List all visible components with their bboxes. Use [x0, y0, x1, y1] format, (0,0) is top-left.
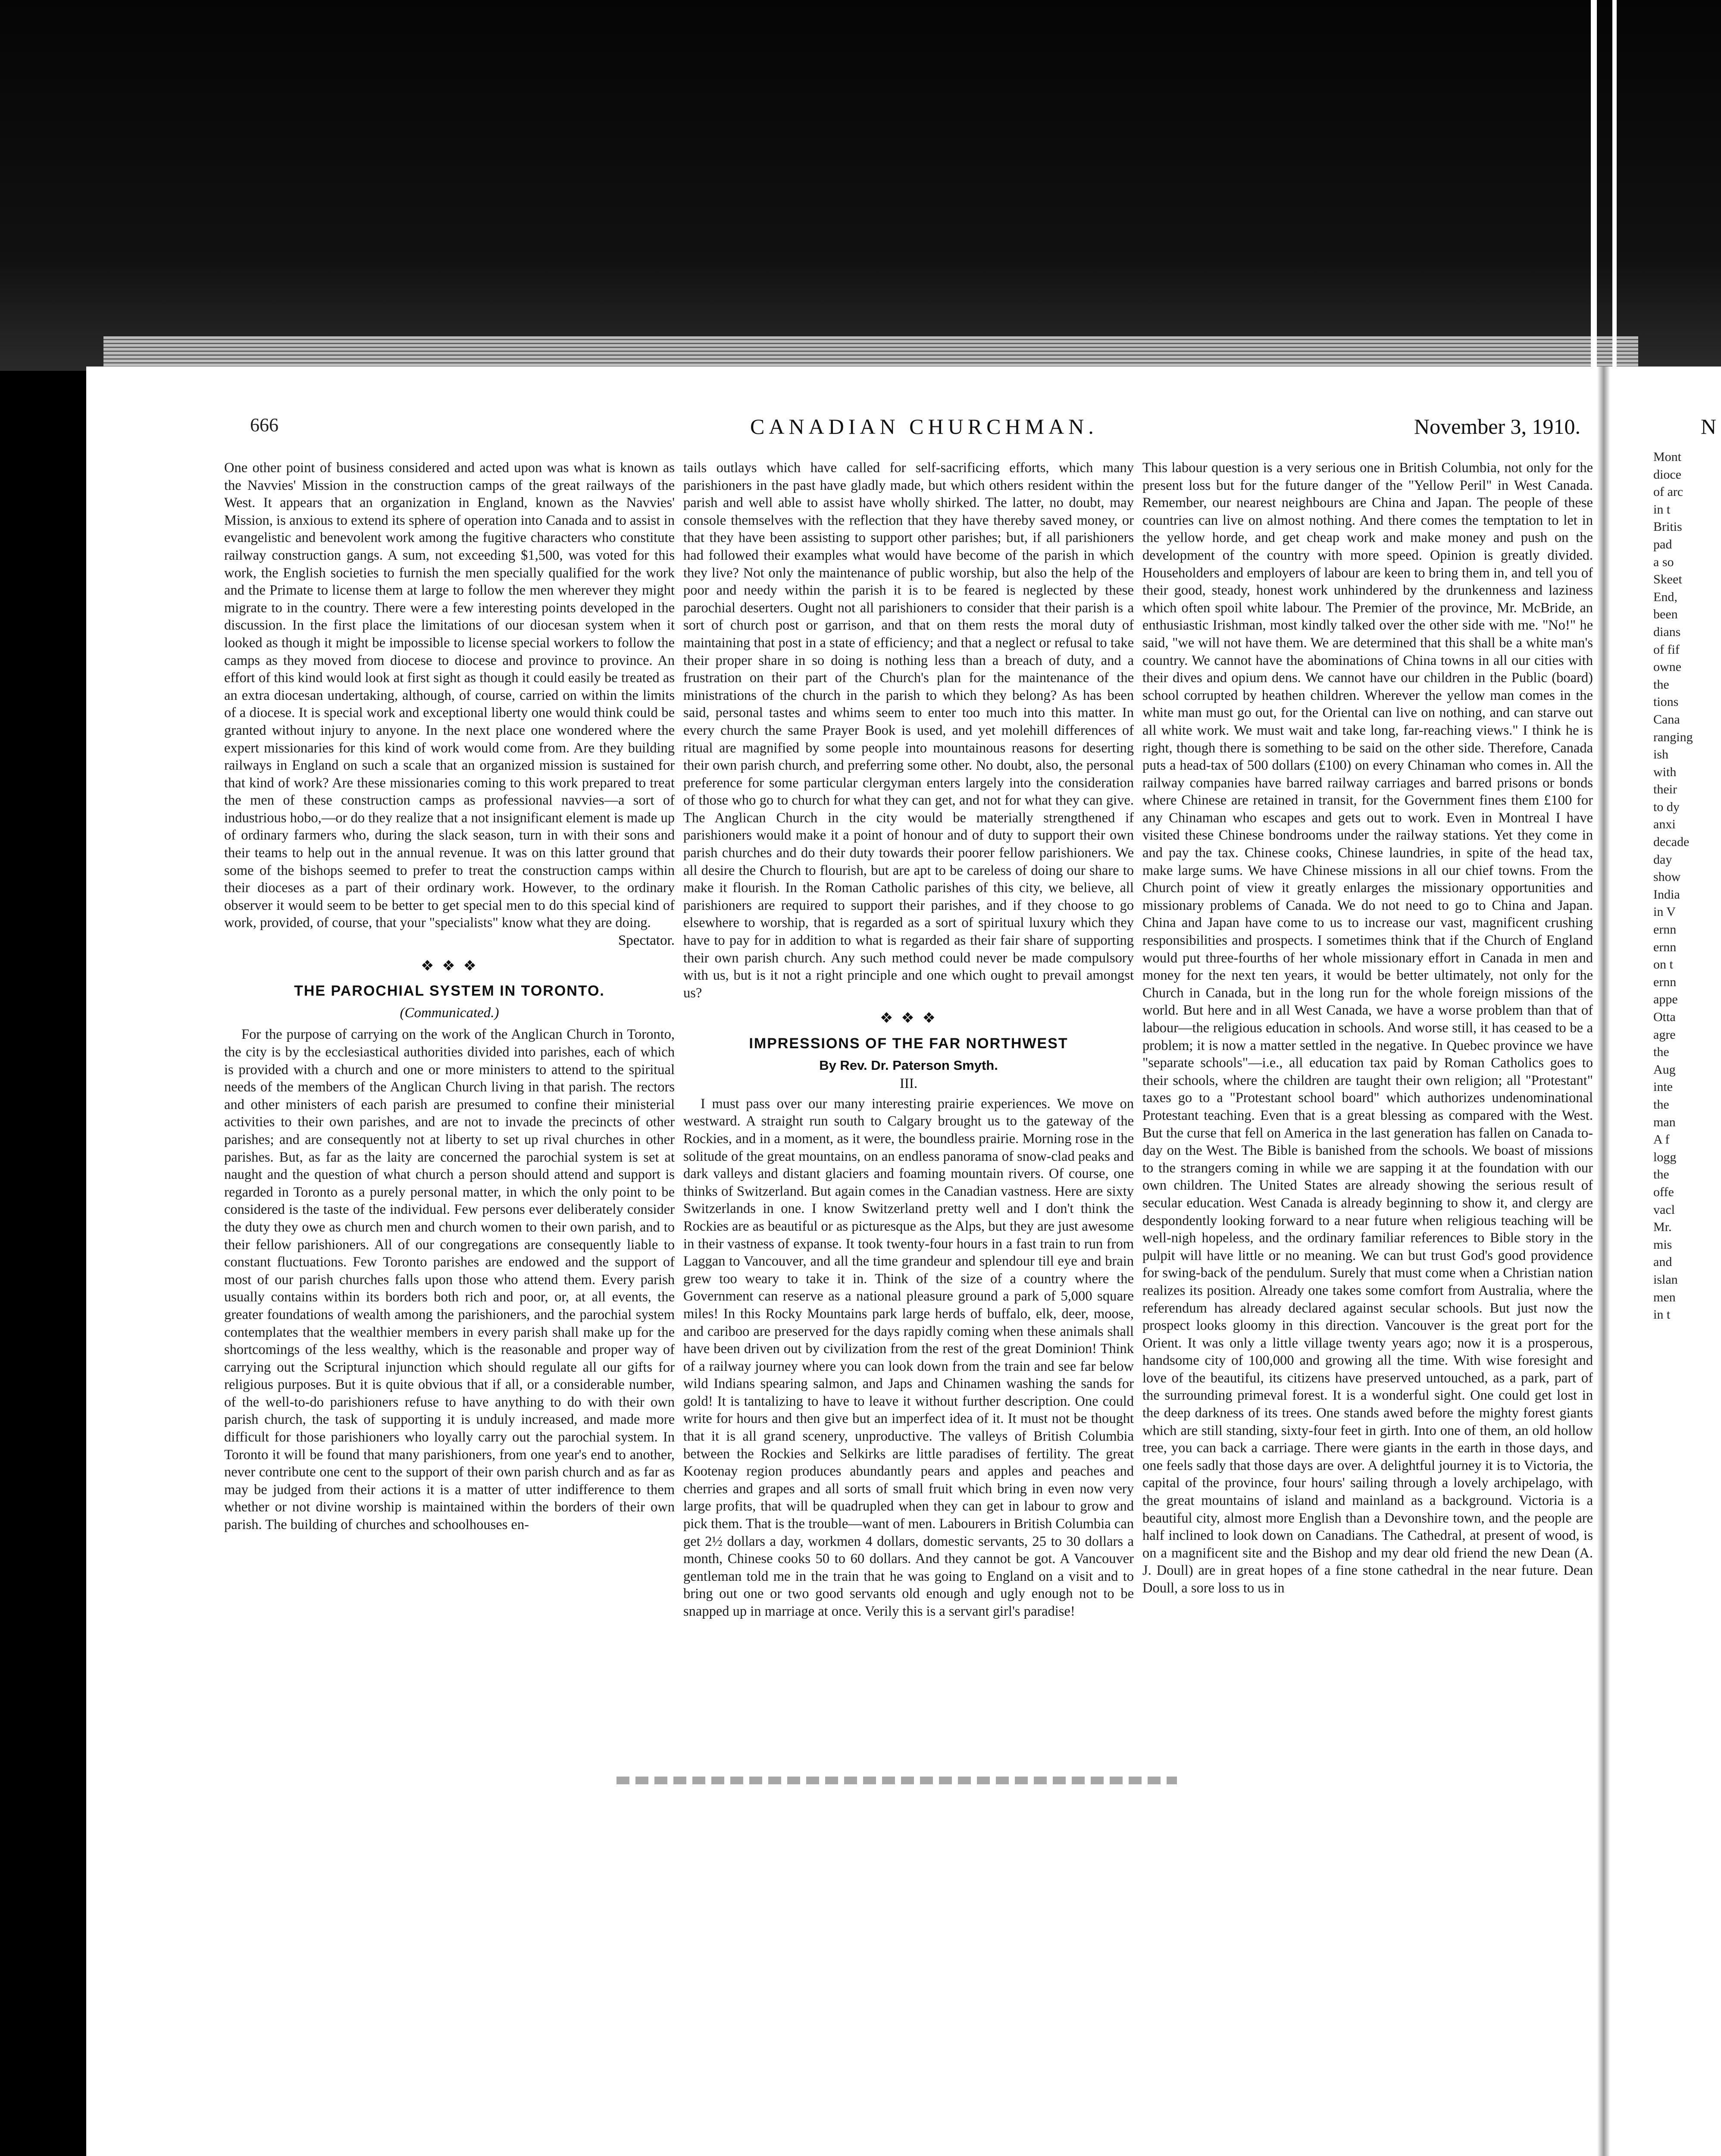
part-number: III.: [899, 1076, 918, 1092]
next-page-line-fragment: the: [1653, 1167, 1669, 1182]
next-page-line-fragment: tions: [1653, 695, 1679, 709]
next-page-line-fragment: a so: [1653, 555, 1674, 569]
next-page-header-fragment: N: [1701, 414, 1717, 439]
column-2: [683, 459, 1134, 1620]
next-page-line-fragment: day: [1653, 852, 1672, 867]
next-page-line-fragment: ernn: [1653, 940, 1677, 954]
article-parochial-system-text: For the purpose of carrying on the work of the Anglican Church in Toronto, the city is by the ecclesiastical authorities divided into parishes, each of which is provided with a church and one or more ministers to attend to the spiritual needs of the members of the Anglican Church living in that parish. The rectors and other ministers of each parish are presumed to confine their ministerial activities to their own parishes, and are not to invade the precincts of other parishes; and are consequently not at liberty to set up rival churches in other parishes. But, as far as the laity are concerned the parochial system is set at naught and the question of what church a person should attend and support is regarded in Toronto as a purely personal matter, in which the only point to be considered is the taste of the individual. Few persons ever deliberately consider the duty they owe as church men and church women to their own parish, and to their fellow parishioners. All of our congregations are consequently liable to constant fluctuations. Few Toronto parishes are endowed and the support of most of our parish churches falls upon those who attend them. Every parish usually contains within its borders both rich and poor, or, at all events, the greater foundations of wealth among the parishioners, and the parochial system contemplates that the wealthier members in every parish shall make up for the shortcomings of the less wealthy, which is the reasonable and proper way of carrying out the Scriptural injunction which should regulate all our gifts for religious purposes. But it is quite obvious that if all, or a considerable number, of the well-to-do parishioners refuse to have anything to do with their own parish church, the task of supporting it is unduly increased, and made more difficult for those parishioners who loyally carry out the parochial system. In Toronto it will be found that many parishioners, from one year's end to another, never contribute one cent to the support of their own parish church and as far as may be judged from their actions it is a matter of utter indifference to them whether or not divine worship is maintained within the borders of their own parish. The building of churches and schoolhouses en-: [224, 1027, 675, 1533]
next-page-line-fragment: Mr.: [1653, 1220, 1672, 1235]
signature: Spectator.: [618, 933, 675, 949]
page-header: [164, 414, 1621, 448]
binding-edge-line-2: [1612, 0, 1617, 2156]
column-1: [224, 459, 675, 1534]
next-page-line-fragment: ranging: [1653, 730, 1693, 744]
next-page-line-fragment: dians: [1653, 624, 1681, 639]
next-page-line-fragments: [1653, 448, 1718, 1324]
next-page-line-fragment: men: [1653, 1290, 1676, 1304]
issue-date: November 3, 1910.: [1414, 414, 1581, 439]
next-page-line-fragment: ernn: [1653, 922, 1677, 937]
section-ornament-2: ❖ ❖ ❖: [879, 1009, 938, 1027]
scan-background: [0, 0, 1721, 371]
next-page-line-fragment: Aug: [1653, 1062, 1676, 1077]
next-page-line-fragment: agre: [1653, 1027, 1676, 1042]
next-page-line-fragment: in t: [1653, 1307, 1671, 1322]
next-page-line-fragment: Mont: [1653, 450, 1682, 464]
next-page-line-fragment: vacl: [1653, 1202, 1675, 1217]
next-page-line-fragment: Britis: [1653, 520, 1682, 534]
next-page-line-fragment: the: [1653, 1097, 1669, 1112]
article-far-northwest-text: I must pass over our many interesting prairie experiences. We move on westward. A straight run south to Calgary brought us to the gateway of the Rockies, and in a moment, as it were, the boundless prairie. Morning rose in the solitude of the great mountains, on an endless panorama of snow-clad peaks and dark valleys and distant glaciers and foaming mountain rivers. Of course, one thinks of Switzerland. But again comes in the Canadian vastness. Here are sixty Switzerlands in one. I know Switzerland pretty well and I don't think the Rockies are as beautiful or as picturesque as the Alps, but they are just awesome in their vastness of expanse. It took twenty-four hours in a fast train to run from Laggan to Vancouver, and all the time grandeur and splendour till eye and brain grew too weary to take it in. Think of the size of a country where the Government can reserve as a national pleasure ground a park of 5,000 square miles! In this Rocky Mountains park large herds of buffalo, elk, deer, moose, and cariboo are preserved for the days rapidly coming when these animals shall have been driven out by civilization from the rest of the great Dominion! Think of a railway journey where you can look down from the train and see far below wild Indians spearing salmon, and Japs and Chinamen washing the sands for gold! It is tantalizing to have to leave it without further description. One could write for hours and then give but an imperfect idea of it. It must not be thought that it is all grand scenery, unproductive. The valleys of British Columbia between the Rockies and Selkirks are little paradises of fertility. The great Kootenay region produces abundantly pears and apples and peaches and cherries and grapes and all sorts of small fruit which bring in even now very large profits, that will be quadrupled when they can get in labour to grow and pick them. That is the trouble—want of men. Labourers in British Columbia can get 2½ dollars a day, workmen 4 dollars, domestic servants, 25 to 30 dollars a month, Chinese cooks 50 to 60 dollars. And they cannot be got. A Vancouver gentleman told me in the train that he was going to England on a visit and to bring out one or two good servants old enough and ugly enough not to be snapped up in marriage at once. Verily this is a servant girl's paradise!: [683, 1096, 1134, 1619]
article-far-northwest-continued-text: This labour question is a very serious one in British Columbia, not only for the present loss but for the future danger of the "Yellow Peril" in West Canada. Remember, our nearest neighbours are China and Japan. The people of these countries can live on almost nothing. And there comes the temptation to let in the yellow horde, and get cheap work and make money and push on the development of the country with more speed. Opinion is greatly divided. Householders and employers of labour are keen to bring them in, and tell you of their good, steady, honest work unhindered by the drunkenness and laziness which often spoil white labour. The Premier of the province, Mr. McBride, an enthusiastic Irishman, most kindly talked over the other side with me. "No!" he said, "we will not have them. We are determined that this shall be a white man's country. We cannot have the abominations of China towns in all our cities with their dives and opium dens. We cannot have our children in the Public (board) school corrupted by heathen children. Wherever the yellow man comes in the white man must go out, for the Oriental can live on nothing, and can starve out all white work. We must wait and take long, far-reaching views." I think he is right, though there is something to be said on the other side. Therefore, Canada puts a head-tax of 500 dollars (£100) on every Chinaman who comes in. All the railway companies have barred railway carriages and barred prisons or bonds where Chinese are retained in transit, for the Government fines them £100 for any Chinaman who escapes and gets out to work. Even in Montreal I have visited these Chinese bondrooms under the railway stations. Yet they come in and pay the tax. Chinese cooks, Chinese laundries, in spite of the head tax, make large sums. We have Chinese missions in all our chief towns. From the Church point of view it greatly enlarges the missionary opportunities and missionary problems of Canada. We do not need to go to China and Japan. China and Japan have come to us to increase our vast, magnificent crushing responsibilities and prospects. I sometimes think that if the Church of England would put three-fourths of her whole missionary effort in Canada in men and money for the next ten years, it would be better ultimately, not only for the Church in Canada, but in the long run for the whole foreign missions of the world. But here and in all West Canada, we have a worse problem than that of labour—the religious education in schools. And worse still, it has ceased to be a problem; it is now a matter settled in the negative. In Quebec province we have "separate schools"—i.e., all education tax paid by Roman Catholics goes to their schools, where the children are taught their own religion; all "Protestant" taxes go to a "Protestant school board" which authorizes undenominational Protestant teaching. Even that is a great blessing as compared with the West. But the curse that fell on America in the last generation has fallen on Canada to-day on the West. The Bible is banished from the schools. We boast of missions to the strangers coming in while we are sapping it at the foundation with our own children. The United States are already showing the serious result of secular education. West Canada is already beginning to show it, and clergy are despondently looking forward to a near future when religious teaching will be well-nigh hopeless, and the ordinary familiar references to Bible story in the pulpit will have little or no meaning. We can but trust God's good providence for swing-back of the pendulum. Surely that must come when a Christian nation realizes its position. Already one takes some comfort from Australia, where the referendum has already declared against secular schools. But just now the prospect looks gloomy in this direction. Vancouver is the great port for the Orient. It was only a little village twenty years ago; now it is a prosperous, handsome city of 100,000 and growing all the time. With wise foresight and love of the beautiful, its citizens have preserved untouched, as a park, part of the surrounding primeval forest. It is a wonderful sight. One could get lost in the deep darkness of its trees. One stands awed before the mighty forest giants which are still standing, sixty-four feet in girth. Into one of them, an old hollow tree, you can back a carriage. There were giants in the earth in those days, and one feels sadly that those days are over. A delightful journey it is to Victoria, the capital of the province, four hours' sailing through a lovely archipelago, with the great mountains of island and mainland as a background. Victoria is a beautiful city, almost more English than a Devonshire town, and the people are half inclined to look down on Canadians. The Cathedral, at present of wood, is on a magnificent site and the Bishop and my dear old friend the new Dean (A. J. Doull) are in great hopes of a fine stone cathedral in the near future. Dean Doull, a sore loss to us in: [1142, 460, 1593, 1596]
next-page-line-fragment: been: [1653, 607, 1678, 622]
heading-parochial-system: THE PAROCHIAL SYSTEM IN TORONTO.: [294, 983, 605, 1000]
article-parochial-continued-text: tails outlays which have called for self-sacrificing efforts, which many parishioners in the past have gladly made, but which others resident within the parish and well able to assist have wholly shirked. The latter, no doubt, may console themselves with the reflection that they have thereby saved money, or that they have been assisting to support other parishes; but, if all parishioners had followed their examples what would have become of the parish in which they live? Not only the maintenance of public worship, but also the help of the poor and needy within the parish it is to be feared is neglected by these parochial deserters. Ought not all parishioners to consider that their parish is a sort of church post or garrison, and that on them rests the moral duty of maintaining that post in a state of efficiency; and that a neglect or refusal to take their proper share in so doing is nothing less than a breach of duty, and a frustration on their part of the Church's plan for the maintenance of the ministrations of the church in the parish to which they belong? As has been said, personal tastes and whims seem to enter too much into this matter. In every church the same Prayer Book is used, and yet molehill differences of ritual are magnified by some people into mountainous reasons for deserting their own parish church, and preferring some other. No doubt, also, the personal preference for some particular clergyman enters largely into the consideration of those who go to church for what they can get, and not for what they can give. The Anglican Church in the city would be materially strengthened if parishioners would make it a point of honour and of duty to support their own parish churches and do their duty towards their poorer fellow parishioners. We all desire the Church to flourish, but are apt to be careless of doing our share to make it flourish. In the Roman Catholic parishes of this city, we believe, all parishioners are required to support their parishes, and if they choose to go elsewhere to worship, that is regarded as a sort of spiritual luxury which they have to pay for in addition to what is regarded as their fair share of supporting their own parish church. Any such method could never be made compulsory with us, but is it not a right principle and one which ought to prevail amongst us?: [683, 460, 1134, 1001]
section-ornament: ❖ ❖ ❖: [420, 957, 479, 975]
next-page-line-fragment: Otta: [1653, 1010, 1676, 1024]
next-page-line-fragment: their: [1653, 782, 1677, 797]
next-page-line-fragment: A f: [1653, 1132, 1670, 1147]
next-page-line-fragment: India: [1653, 887, 1680, 902]
next-page-line-fragment: appe: [1653, 992, 1678, 1007]
next-page-line-fragment: pad: [1653, 537, 1672, 552]
running-title: CANADIAN CHURCHMAN.: [750, 414, 1098, 439]
next-page-line-fragment: dioce: [1653, 467, 1681, 482]
next-page-line-fragment: owne: [1653, 660, 1681, 674]
heading-far-northwest: IMPRESSIONS OF THE FAR NORTHWEST: [749, 1035, 1068, 1052]
next-page-line-fragment: and: [1653, 1255, 1672, 1269]
next-page-line-fragment: with: [1653, 765, 1677, 779]
next-page-line-fragment: the: [1653, 1045, 1669, 1059]
next-page-line-fragment: mis: [1653, 1237, 1672, 1252]
column-3: [1142, 459, 1593, 1597]
next-page-line-fragment: End,: [1653, 589, 1677, 604]
next-page-line-fragment: man: [1653, 1115, 1676, 1129]
subheading-communicated: (Communicated.): [400, 1005, 499, 1021]
next-page-line-fragment: on t: [1653, 957, 1673, 972]
gutter-shadow: [1597, 367, 1610, 2156]
next-page-line-fragment: Cana: [1653, 712, 1680, 727]
next-page-line-fragment: islan: [1653, 1272, 1678, 1287]
next-page-line-fragment: in t: [1653, 502, 1671, 517]
previous-page-edges: [103, 336, 1638, 367]
next-page-line-fragment: show: [1653, 870, 1681, 884]
next-page-line-fragment: of arc: [1653, 485, 1683, 499]
byline: By Rev. Dr. Paterson Smyth.: [819, 1057, 998, 1073]
next-page-line-fragment: anxi: [1653, 817, 1676, 832]
next-page-line-fragment: ernn: [1653, 975, 1677, 989]
article-navvies-mission-text: One other point of business considered and acted upon was what is known as the Navvies' Mission in the construction camps of the great railways of the West. It appears that an organization in England, known as the Navvies' Mission, is anxious to extend its sphere of operation into Canada and to assist in evangelistic and benevolent work among the fugitive characters who constitute railway construction gangs. A sum, not exceeding $1,500, was voted for this work, the English societies to furnish the men specially qualified for the work and the Primate to license them at large to follow the men wherever they might migrate to in the country. There were a few interesting points developed in the discussion. In the first place the limitations of our diocesan system when it looked as though it might be impossible to license special workers to follow the camps as they moved from diocese to diocese and province to province. An effort of this kind would look at first sight as though it could easily be treated as an extra diocesan undertaking, although, of course, carried on within the limits of a diocese. It is special work and exceptional liberty one would think could be granted without injury to anyone. In the next place one wondered where the expert missionaries for this kind of work would come from. Are they building railways in England on such a scale that an organized mission is sustained for that kind of work? Are these missionaries coming to this work prepared to treat the men of these construction camps as professional navvies—a sort of industrious hobo,—or do they realize that a not insignificant element is made up of ordinary farmers who, during the slack season, turn in with their sons and their teams to help out in the annual revenue. It was on this latter ground that some of the bishops seemed to prefer to treat the construction camps within their dioceses as a part of their ordinary work. However, to the ordinary observer it would seem to be better to get special men to do this special kind of work, provided, of course, that your "specialists" know what they are doing.: [224, 460, 675, 931]
crease-mark: [616, 1777, 1177, 1784]
next-page-line-fragment: decade: [1653, 835, 1690, 849]
next-page-line-fragment: of fif: [1653, 642, 1680, 657]
next-page-line-fragment: offe: [1653, 1185, 1674, 1199]
page-number: 666: [250, 414, 278, 436]
next-page-line-fragment: inte: [1653, 1080, 1673, 1094]
next-page-line-fragment: Skeet: [1653, 572, 1682, 587]
next-page-line-fragment: the: [1653, 677, 1669, 692]
next-page-line-fragment: in V: [1653, 905, 1676, 919]
next-page-line-fragment: logg: [1653, 1150, 1677, 1164]
next-page-line-fragment: to dy: [1653, 799, 1680, 814]
next-page-line-fragment: ish: [1653, 747, 1669, 762]
